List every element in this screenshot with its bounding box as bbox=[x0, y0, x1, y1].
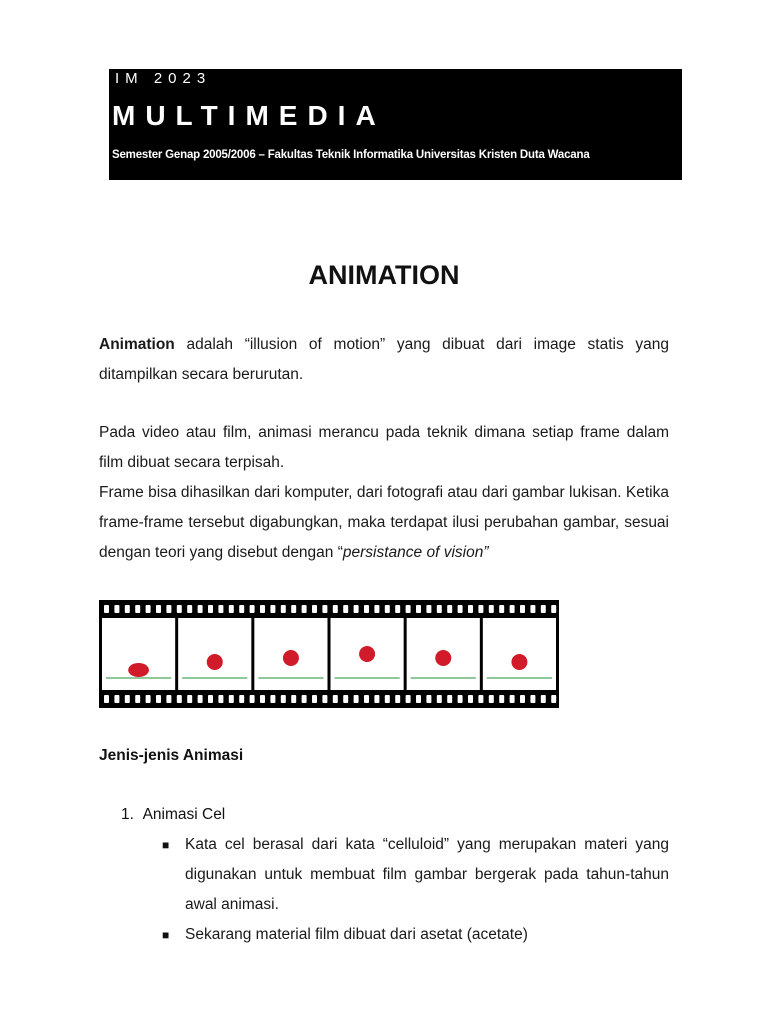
sprocket-hole bbox=[478, 605, 483, 613]
red-ball bbox=[128, 663, 149, 677]
sprocket-hole bbox=[333, 695, 338, 703]
sprocket-hole bbox=[385, 695, 390, 703]
red-ball bbox=[283, 650, 299, 666]
sprocket-hole bbox=[489, 605, 494, 613]
sprocket-hole bbox=[156, 695, 161, 703]
sprocket-hole bbox=[312, 695, 317, 703]
bullet-acetate: Sekarang material film dibuat dari asetat (acetate) bbox=[185, 926, 528, 943]
sprocket-hole bbox=[458, 605, 463, 613]
list-number: 1. bbox=[121, 806, 134, 823]
sprocket-hole bbox=[302, 605, 307, 613]
sprocket-hole bbox=[416, 605, 421, 613]
paragraph-animation-definition bbox=[99, 330, 669, 390]
sprocket-hole bbox=[260, 605, 265, 613]
red-ball bbox=[207, 654, 223, 670]
bullet-marker: ■ bbox=[162, 928, 170, 942]
sprocket-hole bbox=[322, 605, 327, 613]
paragraph-video-film bbox=[99, 418, 669, 478]
sprocket-hole bbox=[114, 695, 119, 703]
semester-line: Semester Genap 2005/2006 – Fakultas Teknik Informatika Universitas Kristen Duta Wacana bbox=[112, 149, 590, 161]
sprocket-hole bbox=[530, 695, 535, 703]
animation-term: Animation bbox=[99, 336, 175, 353]
sprocket-hole bbox=[354, 695, 359, 703]
sprocket-hole bbox=[239, 695, 244, 703]
sprocket-hole bbox=[229, 695, 234, 703]
sprocket-hole bbox=[135, 605, 140, 613]
sprocket-hole bbox=[385, 605, 390, 613]
sprocket-hole bbox=[406, 605, 411, 613]
sprocket-hole bbox=[447, 605, 452, 613]
sprocket-hole bbox=[541, 695, 546, 703]
sprocket-hole bbox=[125, 695, 130, 703]
sprocket-hole bbox=[374, 605, 379, 613]
open-quote: “ bbox=[337, 544, 343, 561]
sprocket-hole bbox=[322, 695, 327, 703]
paragraph-frames bbox=[99, 478, 669, 568]
sprocket-hole bbox=[551, 605, 556, 613]
sprocket-hole bbox=[468, 695, 473, 703]
course-title: MULTIMEDIA bbox=[112, 100, 386, 131]
sprocket-hole bbox=[416, 695, 421, 703]
sprocket-hole bbox=[489, 695, 494, 703]
sprocket-hole bbox=[406, 695, 411, 703]
bullet-marker: ■ bbox=[162, 838, 170, 852]
bullet-celluloid: Kata cel berasal dari kata “celluloid” yang merupakan materi yang digunakan untuk membuat film gambar bergerak pada tahun-tahun awal animasi. bbox=[185, 836, 669, 913]
document-title: ANIMATION bbox=[308, 260, 460, 290]
sprocket-hole bbox=[437, 695, 442, 703]
sprocket-hole bbox=[510, 695, 515, 703]
sprocket-hole bbox=[208, 605, 213, 613]
video-film-text: Pada video atau film, animasi merancu pada teknik dimana setiap frame dalam film dibuat secara terpisah. bbox=[99, 424, 669, 471]
sprocket-hole bbox=[426, 605, 431, 613]
sprocket-hole bbox=[447, 695, 452, 703]
section-heading-animation-types: Jenis-jenis Animasi bbox=[99, 747, 244, 764]
course-code: IM 2023 bbox=[115, 70, 212, 87]
sprocket-hole bbox=[458, 695, 463, 703]
sprocket-hole bbox=[395, 695, 400, 703]
red-ball bbox=[359, 646, 375, 662]
sprocket-hole bbox=[302, 695, 307, 703]
sprocket-hole bbox=[333, 605, 338, 613]
persistance-of-vision-term: persistance of vision” bbox=[342, 544, 489, 561]
sprocket-hole bbox=[395, 605, 400, 613]
sprocket-hole bbox=[270, 605, 275, 613]
film-frame bbox=[102, 618, 175, 690]
animation-definition-text: adalah “illusion of motion” yang dibuat dari image statis yang ditampilkan secara berurutan. bbox=[99, 336, 669, 383]
animation-filmstrip-illustration bbox=[99, 600, 559, 708]
sprocket-hole bbox=[146, 695, 151, 703]
sprocket-hole bbox=[208, 695, 213, 703]
sprocket-hole bbox=[239, 605, 244, 613]
sprocket-hole bbox=[343, 695, 348, 703]
sprocket-hole bbox=[104, 695, 109, 703]
sprocket-hole bbox=[364, 695, 369, 703]
sprocket-hole bbox=[156, 605, 161, 613]
sprocket-hole bbox=[354, 605, 359, 613]
sprocket-hole bbox=[374, 695, 379, 703]
sprocket-hole bbox=[364, 605, 369, 613]
sprocket-hole bbox=[229, 605, 234, 613]
sprocket-hole bbox=[166, 605, 171, 613]
sprocket-hole bbox=[187, 695, 192, 703]
sprocket-hole bbox=[270, 695, 275, 703]
frames-text: Frame bisa dihasilkan dari komputer, dari fotografi atau dari gambar lukisan. Ketika frame-frame tersebut digabungkan, maka terdapat ilusi perubahan gambar, sesuai dengan teori yang disebut dengan bbox=[99, 484, 669, 561]
sprocket-hole bbox=[541, 605, 546, 613]
sprocket-hole bbox=[135, 695, 140, 703]
sprocket-hole bbox=[177, 695, 182, 703]
sprocket-hole bbox=[343, 605, 348, 613]
sprocket-hole bbox=[187, 605, 192, 613]
sprocket-hole bbox=[468, 605, 473, 613]
sprocket-hole bbox=[499, 605, 504, 613]
sprocket-hole bbox=[510, 605, 515, 613]
sprocket-hole bbox=[291, 695, 296, 703]
red-ball bbox=[435, 650, 451, 666]
red-ball bbox=[511, 654, 527, 670]
sprocket-hole bbox=[104, 605, 109, 613]
sprocket-hole bbox=[530, 605, 535, 613]
sprocket-hole bbox=[551, 695, 556, 703]
sprocket-hole bbox=[250, 695, 255, 703]
sprocket-hole bbox=[291, 605, 296, 613]
list-item-title: Animasi Cel bbox=[142, 806, 226, 823]
sprocket-hole bbox=[250, 605, 255, 613]
sprocket-hole bbox=[166, 695, 171, 703]
sprocket-hole bbox=[520, 695, 525, 703]
sprocket-hole bbox=[177, 605, 182, 613]
sprocket-hole bbox=[281, 695, 286, 703]
sprocket-hole bbox=[281, 605, 286, 613]
sprocket-hole bbox=[125, 605, 130, 613]
sprocket-hole bbox=[426, 695, 431, 703]
sprocket-hole bbox=[114, 605, 119, 613]
sprocket-hole bbox=[499, 695, 504, 703]
sprocket-hole bbox=[312, 605, 317, 613]
list-item-cel-animation bbox=[121, 803, 225, 827]
sprocket-hole bbox=[478, 695, 483, 703]
sprocket-hole bbox=[218, 695, 223, 703]
sprocket-hole bbox=[437, 605, 442, 613]
sprocket-hole bbox=[198, 605, 203, 613]
sprocket-hole bbox=[218, 605, 223, 613]
sprocket-hole bbox=[146, 605, 151, 613]
course-header-banner bbox=[109, 69, 682, 180]
sprocket-hole bbox=[520, 605, 525, 613]
sprocket-hole bbox=[260, 695, 265, 703]
sprocket-hole bbox=[198, 695, 203, 703]
